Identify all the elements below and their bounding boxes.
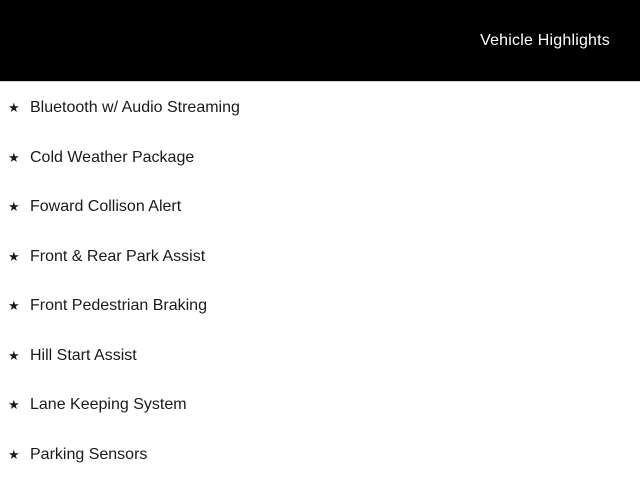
list-item [8,296,640,315]
highlight-label: Hill Start Assist [30,346,137,364]
vehicle-highlights-list [0,82,640,464]
star-icon: ★ [8,149,20,165]
highlight-label: Parking Sensors [30,445,148,463]
list-item [8,346,640,365]
star-icon: ★ [8,397,20,412]
highlight-label: Front Pedestrian Braking [30,297,207,314]
list-item [8,98,640,117]
list-item [8,395,640,414]
star-icon: ★ [8,199,20,214]
list-item [8,197,640,216]
highlight-label: Foward Collison Alert [30,198,182,215]
star-icon: ★ [8,248,20,264]
highlight-label: Bluetooth w/ Audio Streaming [30,99,240,116]
star-icon: ★ [8,298,20,313]
page-title: Vehicle Highlights [480,31,610,49]
list-item [8,445,640,464]
highlight-label: Cold Weather Package [30,148,195,166]
list-item [8,247,640,266]
header-bar [0,0,640,82]
star-icon: ★ [8,446,20,462]
highlight-label: Lane Keeping System [30,396,187,413]
highlight-label: Front & Rear Park Assist [30,247,206,265]
star-icon: ★ [8,347,20,363]
list-item [8,148,640,167]
star-icon: ★ [8,100,20,115]
